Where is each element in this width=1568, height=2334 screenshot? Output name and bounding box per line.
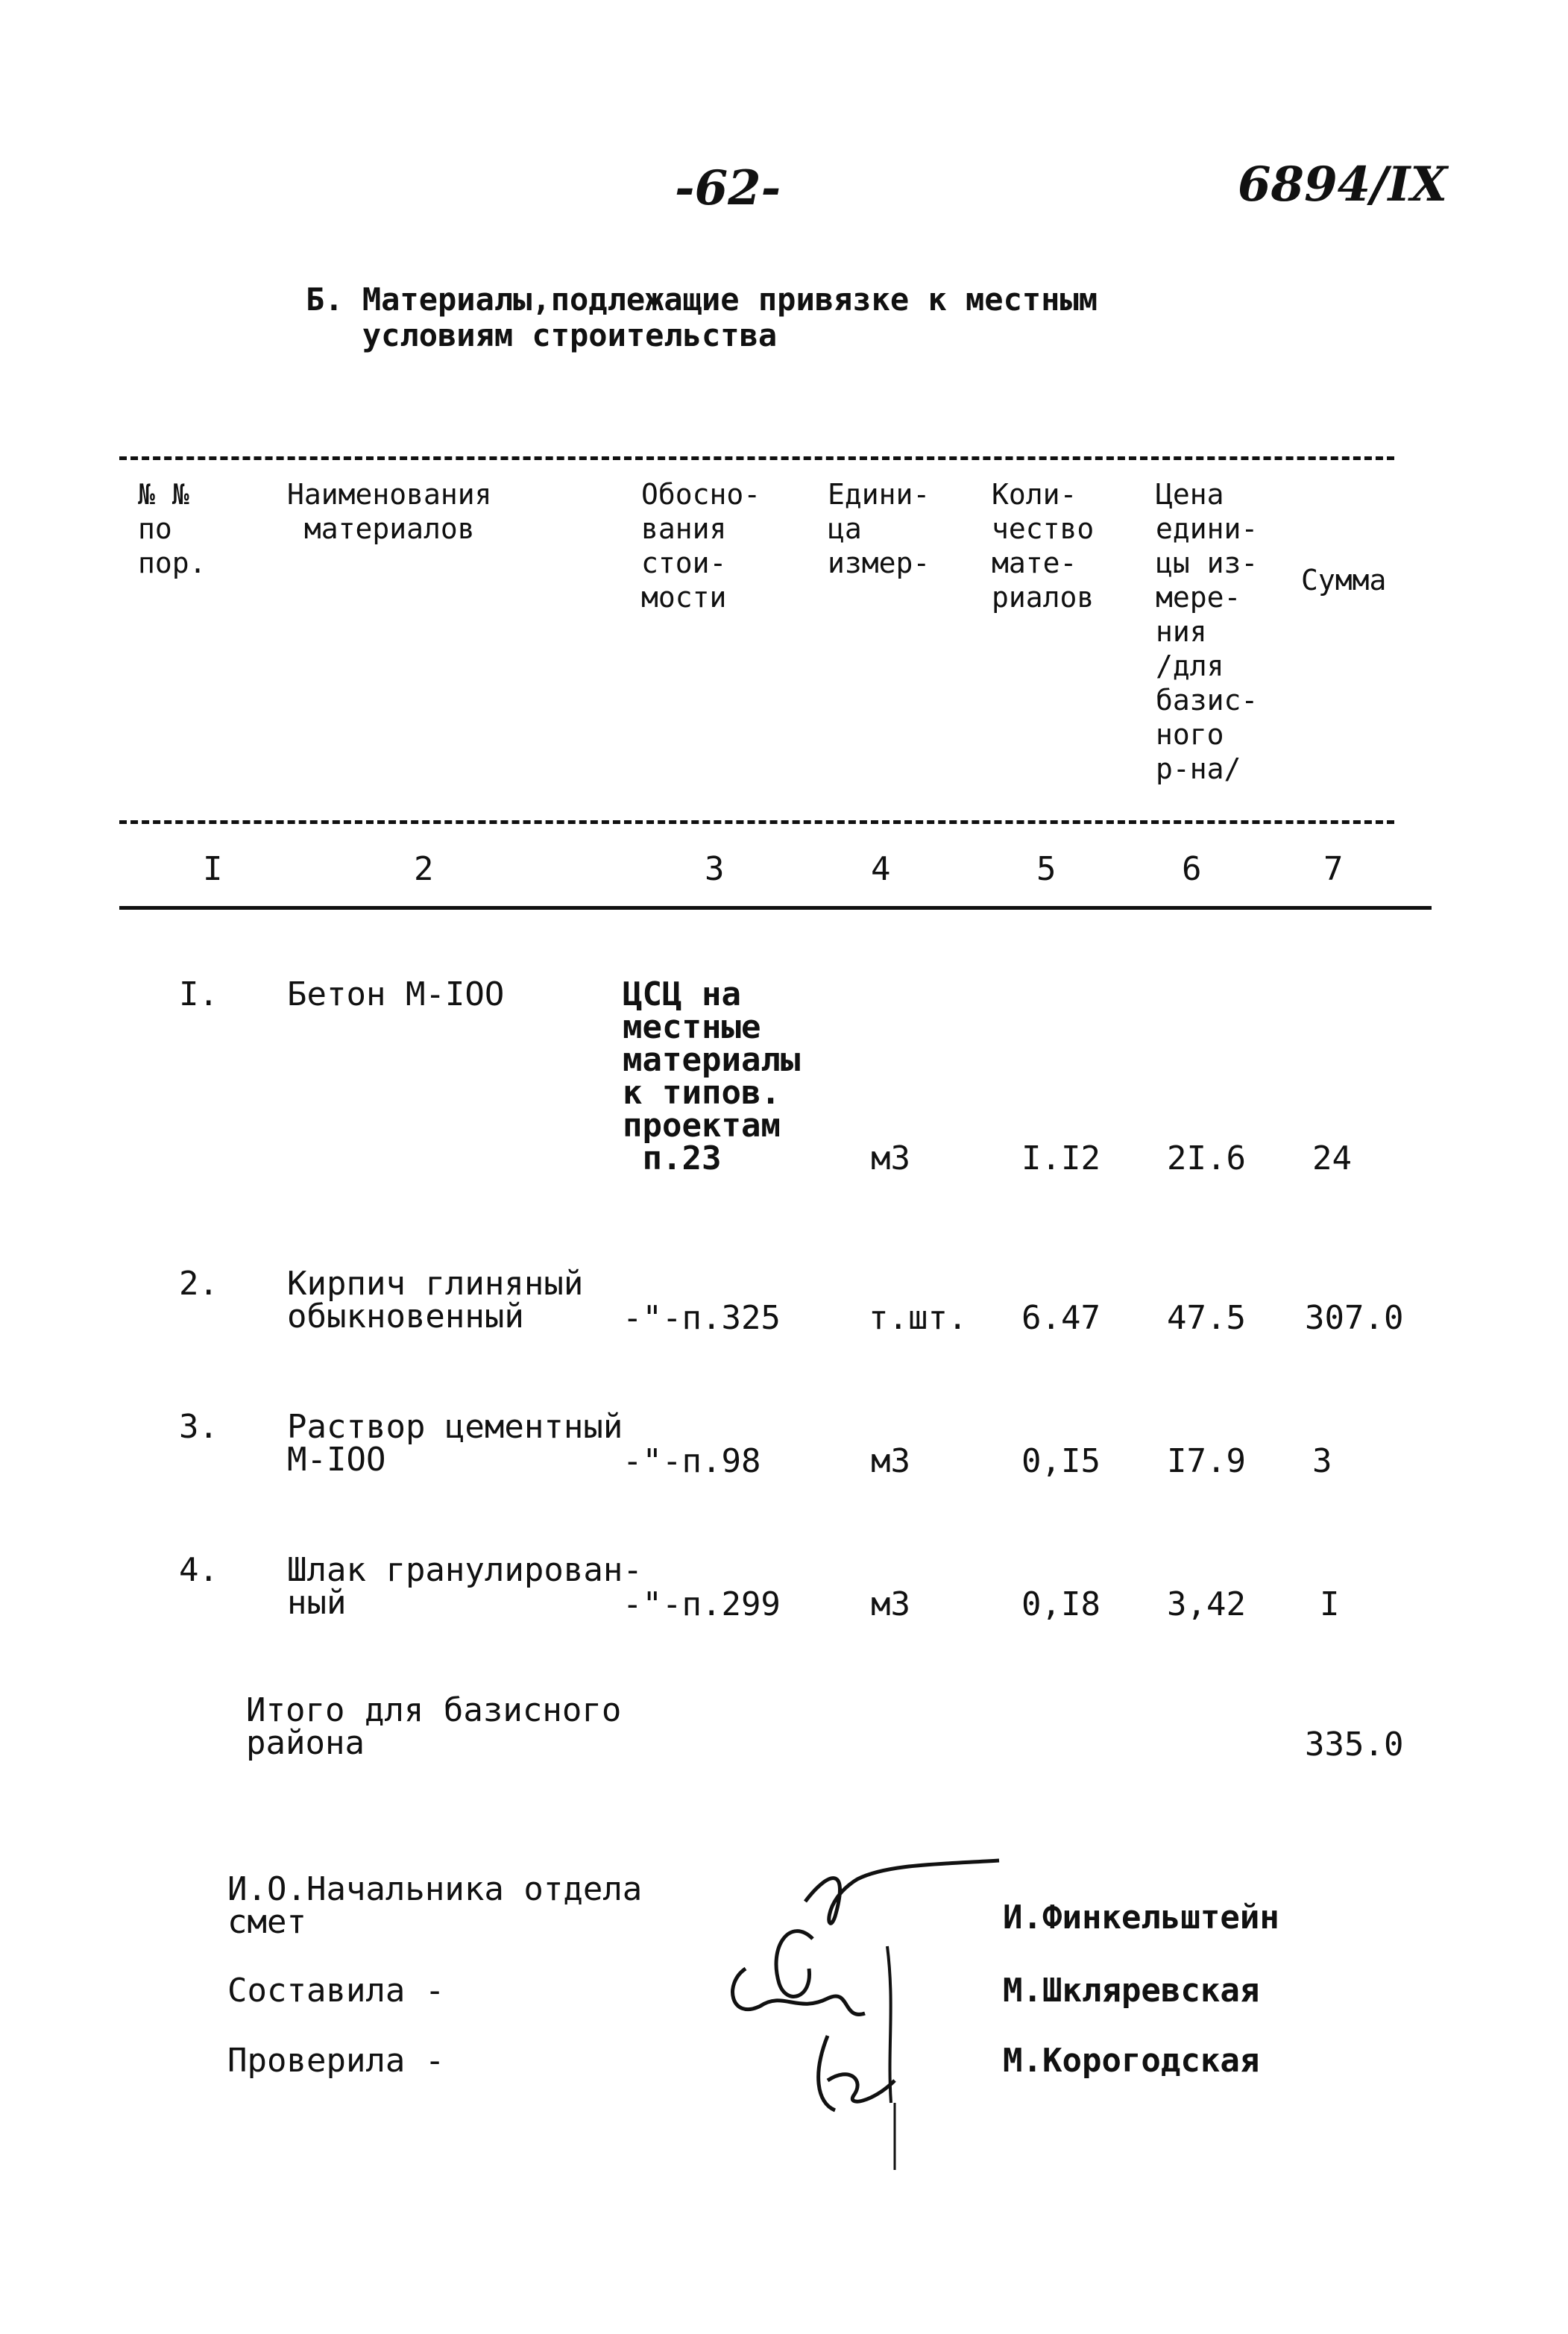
unit-price: I7.9 bbox=[1167, 1442, 1246, 1480]
quantity: I.I2 bbox=[1021, 1139, 1101, 1177]
sum: I bbox=[1320, 1585, 1340, 1623]
header-row-number: № № по пор. bbox=[138, 478, 207, 579]
header-material-name: Наименования материалов bbox=[287, 478, 492, 545]
unit: м3 bbox=[871, 1139, 910, 1177]
table-top-rule bbox=[119, 456, 1394, 460]
header-unit: Едини- ца измер- bbox=[828, 478, 931, 579]
unit-price: 2I.6 bbox=[1167, 1139, 1246, 1177]
column-number-1: I bbox=[203, 850, 223, 888]
material-name: Бетон М-IOO bbox=[287, 975, 505, 1013]
row-number: 4. bbox=[179, 1551, 218, 1589]
row-number: I. bbox=[179, 975, 218, 1013]
column-number-5: 5 bbox=[1036, 850, 1057, 888]
unit-price: 47.5 bbox=[1167, 1299, 1246, 1337]
header-quantity: Коли- чество мате- риалов bbox=[992, 478, 1095, 614]
total-label: Итого для базисного района bbox=[246, 1691, 622, 1762]
section-title: Б. Материалы,подлежащие привязке к местным условиям строительства bbox=[306, 281, 1098, 353]
sum: 3 bbox=[1312, 1442, 1332, 1480]
page-number: -62- bbox=[675, 160, 781, 216]
quantity: 0,I8 bbox=[1021, 1585, 1101, 1623]
column-number-4: 4 bbox=[871, 850, 891, 888]
signature-role-head: И.О.Начальника отдела смет bbox=[227, 1870, 643, 1941]
cost-basis: -"-п.325 bbox=[623, 1299, 781, 1337]
material-name: Раствор цементный М-IOO bbox=[287, 1408, 623, 1479]
column-number-7: 7 bbox=[1323, 850, 1344, 888]
document-number: 6894/IX bbox=[1238, 157, 1448, 213]
unit: м3 bbox=[871, 1585, 910, 1623]
header-bottom-rule bbox=[119, 820, 1394, 824]
header-unit-price: Цена едини- цы из- мере- ния /для базис- ного р-на/ bbox=[1156, 478, 1259, 785]
row-number: 3. bbox=[179, 1408, 218, 1446]
signature-name-checked: М.Корогодская bbox=[1003, 2042, 1260, 2080]
unit: м3 bbox=[871, 1442, 910, 1480]
sum: 24 bbox=[1312, 1139, 1352, 1177]
quantity: 0,I5 bbox=[1021, 1442, 1101, 1480]
signature-role-compiled: Составила - bbox=[227, 1972, 445, 2010]
quantity: 6.47 bbox=[1021, 1299, 1101, 1337]
column-numbers-rule bbox=[119, 906, 1432, 910]
material-name: Кирпич глиняный обыкновенный bbox=[287, 1265, 584, 1336]
column-number-3: 3 bbox=[705, 850, 725, 888]
signature-name-compiled: М.Шкляревская bbox=[1003, 1972, 1260, 2010]
unit: т.шт. bbox=[869, 1299, 968, 1337]
cost-basis: -"-п.299 bbox=[623, 1585, 781, 1623]
total-value: 335.0 bbox=[1305, 1726, 1404, 1764]
sum: 307.0 bbox=[1305, 1299, 1404, 1337]
cost-basis: ЦСЦ на местные материалы к типов. проектам п.23 bbox=[623, 975, 801, 1177]
column-number-2: 2 bbox=[414, 850, 434, 888]
row-number: 2. bbox=[179, 1265, 218, 1303]
unit-price: 3,42 bbox=[1167, 1585, 1246, 1623]
header-cost-basis: Обосно- вания стои- мости bbox=[641, 478, 761, 614]
cost-basis: -"-п.98 bbox=[623, 1442, 761, 1480]
header-sum: Сумма bbox=[1301, 564, 1387, 597]
signature-name-head: И.Финкельштейн bbox=[1003, 1899, 1279, 1937]
material-name: Шлак гранулирован- ный bbox=[287, 1551, 643, 1622]
column-number-6: 6 bbox=[1182, 850, 1202, 888]
signature-role-checked: Проверила - bbox=[227, 2042, 445, 2080]
